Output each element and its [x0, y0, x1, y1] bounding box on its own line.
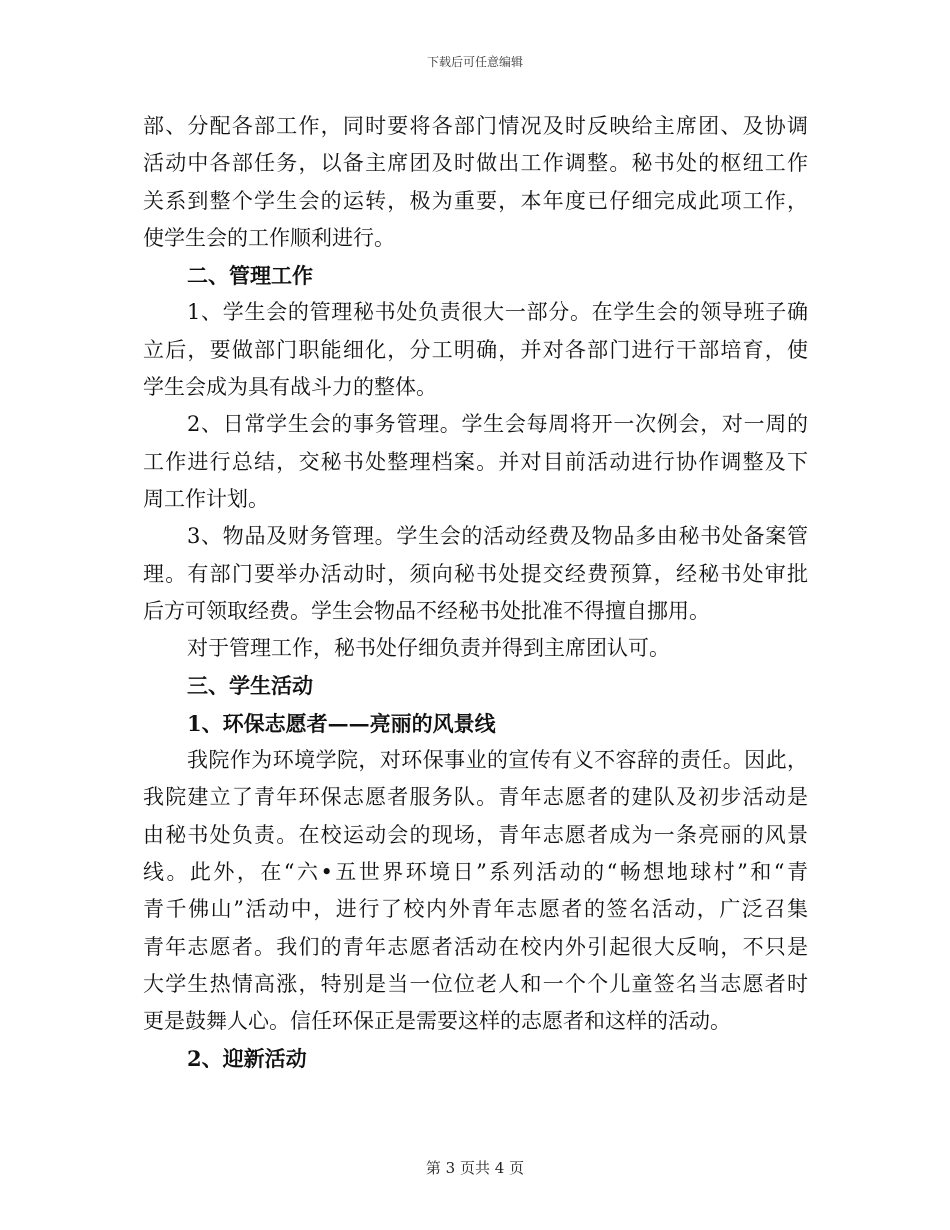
text-line: 更是鼓舞人心。信任环保正是需要这样的志愿者和这样的活动。 [143, 1009, 731, 1034]
page-header: 下载后可任意编辑 [426, 55, 523, 69]
page-footer: 第 3 页共 4 页 [425, 1159, 525, 1177]
text-line: 后方可领取经费。学生会物品不经秘书处批准不得擅自挪用。 [143, 598, 710, 623]
section-heading: 三、学生活动 [187, 673, 313, 699]
text-line: 关系到整个学生会的运转，极为重要，本年度已仔细完成此项工作， [143, 188, 808, 213]
text-line: 大学生热情高涨，特别是当一位位老人和一个个儿童签名当志愿者时 [143, 971, 808, 996]
text-line: 线。此外，在“六•五世界环境日”系列活动的“畅想地球村”和“青 [143, 859, 808, 884]
text-line: 青年志愿者。我们的青年志愿者活动在校内外引起很大反响，不只是 [143, 934, 808, 959]
text-line: 由秘书处负责。在校运动会的现场，青年志愿者成为一条亮丽的风景 [143, 822, 808, 847]
document-body [143, 108, 808, 1078]
section-heading: 2、迎新活动 [187, 1046, 307, 1072]
text-line: 理。有部门要举办活动时，须向秘书处提交经费预算，经秘书处审批 [143, 561, 808, 586]
text-line: 周工作计划。 [143, 486, 269, 511]
text-line: 1、学生会的管理秘书处负责很大一部分。在学生会的领导班子确 [187, 300, 808, 325]
text-line: 立后，要做部门职能细化，分工明确，并对各部门进行干部培育，使 [143, 337, 808, 362]
text-line: 使学生会的工作顺利进行。 [143, 225, 395, 250]
section-heading: 二、管理工作 [187, 263, 313, 289]
text-line: 2、日常学生会的事务管理。学生会每周将开一次例会，对一周的 [187, 412, 808, 437]
text-line: 对于管理工作，秘书处仔细负责并得到主席团认可。 [187, 636, 670, 661]
text-line: 我院建立了青年环保志愿者服务队。青年志愿者的建队及初步活动是 [143, 785, 808, 810]
text-line: 活动中各部任务，以备主席团及时做出工作调整。秘书处的枢纽工作 [143, 151, 808, 176]
text-line: 工作进行总结，交秘书处整理档案。并对目前活动进行协作调整及下 [143, 449, 808, 474]
section-heading: 1、环保志愿者——亮丽的风景线 [187, 710, 496, 736]
text-line: 部、分配各部工作，同时要将各部门情况及时反映给主席团、及协调 [143, 114, 808, 138]
text-line: 青千佛山”活动中，进行了校内外青年志愿者的签名活动，广泛召集 [143, 897, 808, 922]
text-line: 3、物品及财务管理。学生会的活动经费及物品多由秘书处备案管 [187, 524, 808, 549]
text-line: 我院作为环境学院，对环保事业的宣传有义不容辞的责任。因此， [187, 748, 808, 773]
text-line: 学生会成为具有战斗力的整体。 [143, 375, 437, 400]
